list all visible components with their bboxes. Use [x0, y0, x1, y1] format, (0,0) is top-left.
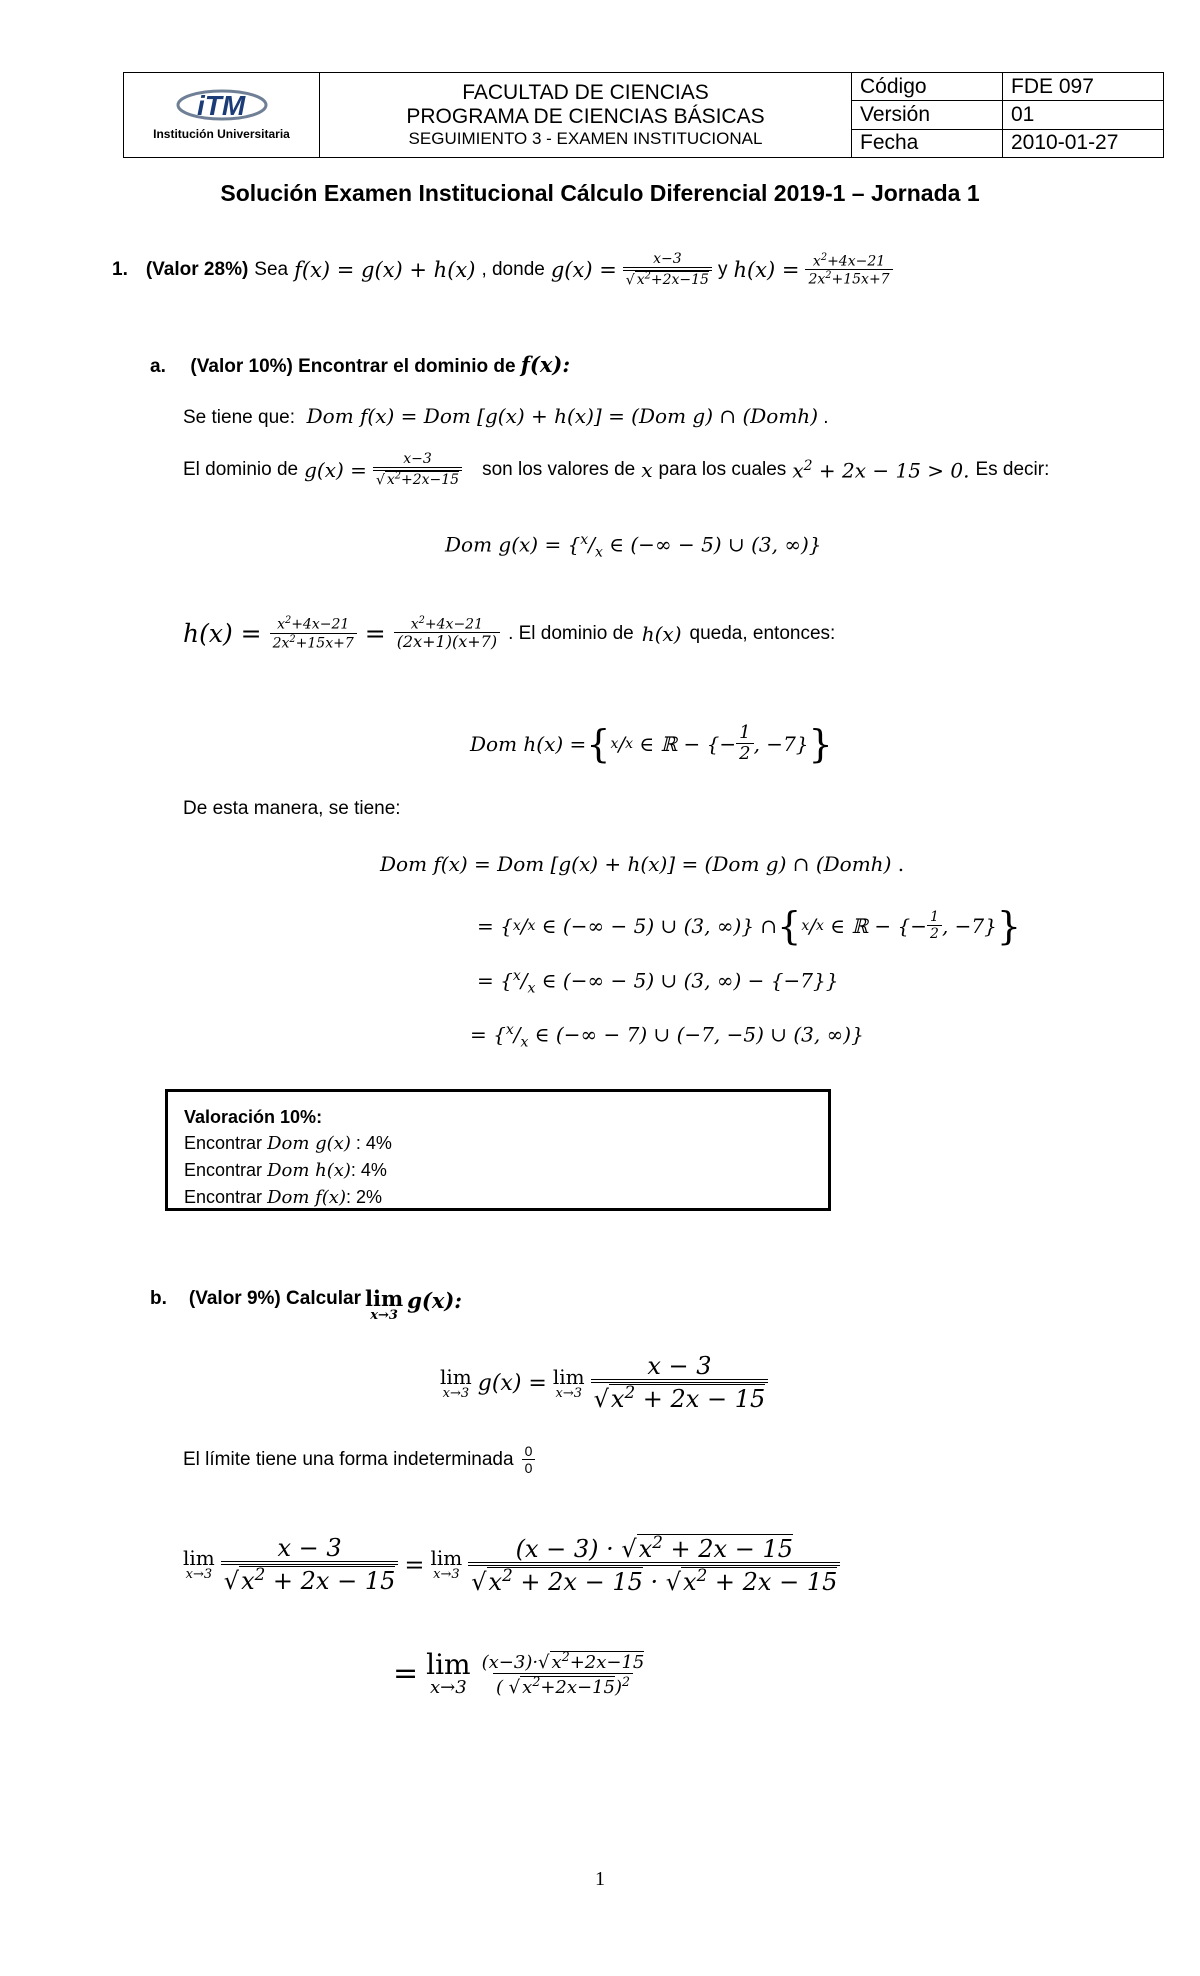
squared-step: = lim x→3 $\frac{(x-3)\cdot√ x^2+2x-15}{( √ x^2+2x-15)^2}$	[393, 1647, 645, 1698]
part-b-letter: b.	[150, 1288, 167, 1309]
indeterminate-line: El límite tiene una forma indeterminada $\frac{0}{0}$	[183, 1444, 535, 1475]
dom-f-line-2: = { x / x ∈ (−∞ − 5) ∪ (3, ∞)} ∩ { x / x ∈ ℝ − {− $\frac{1}{2}$ , −7} }	[477, 904, 1022, 948]
h-fraction: $\frac{x^2+4x-21}{2x^2+15x+7}$	[805, 253, 892, 288]
date-value: 2010-01-27	[1003, 129, 1164, 157]
program-name: PROGRAMA DE CIENCIAS BÁSICAS	[406, 105, 765, 128]
part-b-heading-text: (Valor 9%) Calcular	[188, 1288, 362, 1309]
itm-logo: iTM Institución Universitaria	[153, 90, 290, 141]
valoracion-box	[165, 1089, 831, 1211]
valoracion-title: Valoración 10%:	[184, 1107, 323, 1127]
dom-f-line-4: = {$^x/_x$ ∈ (−∞ − 7) ∪ (−7, −5) ∪ (3, ∞)}	[470, 1022, 864, 1051]
valoracion-item-1: Encontrar Dom g(x) : 4%	[184, 1133, 392, 1154]
part-a-heading: a. (Valor 10%) Encontrar el dominio de f(x):	[150, 352, 571, 377]
se-tiene-line: Se tiene que: Dom f(x) = Dom [g(x) + h(x)] = (Dom g) ∩ (Domh) .	[183, 404, 829, 428]
code-label: Código	[852, 73, 1003, 101]
donde-text: , donde	[481, 259, 545, 281]
part-b-heading: b. (Valor 9%) Calcular lim x→3 g(x):	[150, 1286, 463, 1323]
version-value: 01	[1003, 101, 1164, 129]
intro-text: Sea	[254, 259, 289, 281]
domain-g-line: El dominio de g(x) = $\frac{x-3}{√ x^2+2x-15}$ son los valores de x para los cuales $x^2 + 2x - 15 > 0$. Es decir:	[183, 451, 1050, 489]
rationalization-step: lim x→3 $\frac{x - 3}{√x^2 + 2x - 15}$ = lim x→3 $\frac{(x - 3) \cdot √x^2 + 2x - 15}{√x^2 + 2x - 15 \cdot √x^2 + 2x - 15}$	[183, 1534, 840, 1595]
de-esta-manera: De esta manera, se tiene:	[183, 798, 401, 819]
problem-number: 1.	[112, 259, 128, 281]
version-label: Versión	[852, 101, 1003, 129]
page-title: Solución Examen Institucional Cálculo Diferencial 2019-1 – Jornada 1	[220, 180, 980, 206]
dominio-g-mid: son los valores de	[482, 459, 636, 481]
faculty-name: FACULTAD DE CIENCIAS	[462, 81, 709, 104]
code-value: FDE 097	[1003, 73, 1164, 101]
g-fraction: $\frac{x-3}{√ x^2+2x-15}$	[623, 252, 712, 288]
date-label: Fecha	[852, 129, 1003, 157]
se-tiene-text: Se tiene que:	[183, 407, 295, 428]
dominio-g-pre: El dominio de	[183, 459, 299, 481]
y-text: y	[717, 259, 728, 281]
dom-f-line-1: Dom f(x) = Dom [g(x) + h(x)] = (Dom g) ∩ (Domh) .	[380, 852, 905, 876]
g-label: g(x) =	[550, 258, 617, 283]
valoracion-item-3: Encontrar Dom f(x): 2%	[184, 1187, 383, 1208]
es-decir: Es decir:	[975, 459, 1050, 481]
dominio-h-text2: queda, entonces:	[689, 622, 836, 644]
f-definition: f(x) = g(x) + h(x)	[294, 258, 476, 283]
svg-text:iTM: iTM	[196, 90, 245, 121]
document-header	[123, 72, 1164, 158]
dominio-g-mid2: para los cuales	[658, 459, 787, 481]
limit-definition: lim x→3 g(x) = lim x→3 $\frac{x - 3}{√x^2 + 2x - 15}$	[440, 1354, 768, 1412]
page-number: 1	[595, 1868, 605, 1890]
logo-cell	[124, 73, 320, 158]
dominio-h-text: . El dominio de	[508, 622, 634, 644]
exam-name: SEGUIMIENTO 3 - EXAMEN INSTITUCIONAL	[408, 129, 763, 148]
problem-1-statement	[112, 252, 893, 288]
part-a-letter: a.	[150, 356, 166, 377]
dom-g-result: Dom $g(x) = \{^x/_x$ ∈ (−∞ − 5) ∪ (3, ∞)}	[445, 532, 822, 561]
dom-f-line-3: = {$^x/_x$ ∈ (−∞ − 5) ∪ (3, ∞) − {−7}}	[477, 968, 839, 997]
dom-h-result: Dom h(x) = { x / x ∈ ℝ − {− $\frac{1}{2}$ , −7} }	[470, 722, 833, 766]
h-label: h(x) =	[733, 258, 800, 283]
valoracion-item-2: Encontrar Dom h(x): 4%	[184, 1160, 387, 1181]
part-a-heading-text: (Valor 10%) Encontrar el dominio de	[190, 356, 516, 377]
header-title-cell	[320, 73, 852, 158]
indeterminada-text: El límite tiene una forma indeterminada	[183, 1448, 514, 1470]
h-factored-line: h(x) = $\frac{x^2+4x-21}{2x^2+15x+7}$ = $\frac{x^2+4x-21}{(2x+1)(x+7)}$ . El dominio de h(x) queda, entonces:	[183, 615, 836, 652]
problem-value: (Valor 28%)	[145, 259, 249, 281]
